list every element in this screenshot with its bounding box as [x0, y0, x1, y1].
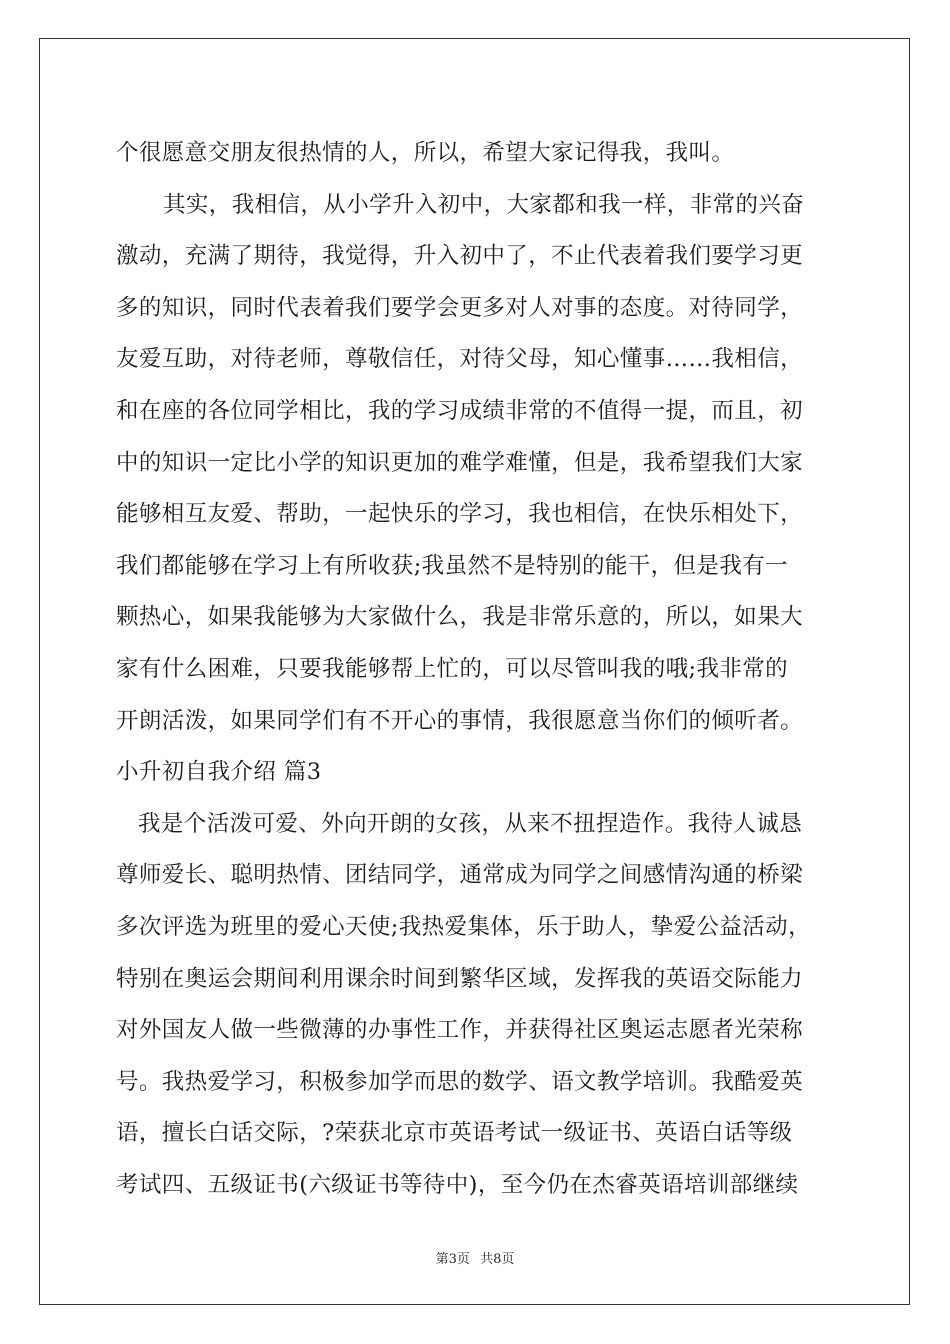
text-line-4: 多的知识，同时代表着我们要学会更多对人对事的态度。对待同学，	[116, 294, 804, 321]
document-body	[116, 128, 836, 1211]
text-line-17: 特别在奥运会期间利用课余时间到繁华区域，发挥我的英语交际能力	[116, 965, 804, 992]
text-line-14: 我是个活泼可爱、外向开朗的女孩，从来不扭捏造作。我待人诚恳	[138, 810, 803, 837]
text-line-7: 中的知识一定比小学的知识更加的难学难懂，但是，我希望我们大家	[116, 449, 804, 476]
text-line-18: 对外国友人做一些微薄的办事性工作，并获得社区奥运志愿者光荣称	[116, 1017, 804, 1044]
text-line-15: 尊师爱长、聪明热情、团结同学，通常成为同学之间感情沟通的桥梁	[116, 862, 804, 889]
page-total: 共8页	[480, 1252, 515, 1267]
section-heading: 小升初自我介绍 篇3	[116, 759, 322, 786]
text-line-5: 友爱互助，对待老师，尊敬信任，对待父母，知心懂事……我相信，	[116, 346, 804, 373]
text-line-10: 颗热心，如果我能够为大家做什么，我是非常乐意的，所以，如果大	[116, 604, 804, 631]
text-line-19: 号。我热爱学习，积极参加学而思的数学、语文教学培训。我酷爱英	[116, 1068, 804, 1095]
text-line-8: 能够相互友爱、帮助，一起快乐的学习，我也相信，在快乐相处下，	[116, 501, 804, 528]
text-line-9: 我们都能够在学习上有所收获;我虽然不是特别的能干，但是我有一	[116, 552, 789, 579]
text-line-11: 家有什么困难，只要我能够帮上忙的，可以尽管叫我的哦;我非常的	[116, 655, 789, 682]
text-line-2: 其实，我相信，从小学升入初中，大家都和我一样，非常的兴奋	[163, 191, 805, 218]
text-line-20: 语，擅长白话交际，?荣获北京市英语考试一级证书、英语白话等级	[116, 1120, 793, 1147]
page-number: 第3页	[435, 1252, 470, 1267]
text-line-16: 多次评选为班里的爱心天使;我热爱集体，乐于助人，挚爱公益活动，	[116, 913, 811, 940]
text-line-12: 开朗活泼，如果同学们有不开心的事情，我很愿意当你们的倾听者。	[116, 707, 804, 734]
page-footer	[0, 1248, 950, 1267]
text-line-1: 个很愿意交朋友很热情的人，所以，希望大家记得我，我叫。	[116, 140, 735, 166]
text-line-6: 和在座的各位同学相比，我的学习成绩非常的不值得一提，而且，初	[116, 397, 804, 424]
text-line-21: 考试四、五级证书(六级证书等待中)，至今仍在杰睿英语培训部继续	[116, 1171, 799, 1198]
text-line-3: 激动，充满了期待，我觉得，升入初中了，不止代表着我们要学习更	[116, 243, 804, 270]
